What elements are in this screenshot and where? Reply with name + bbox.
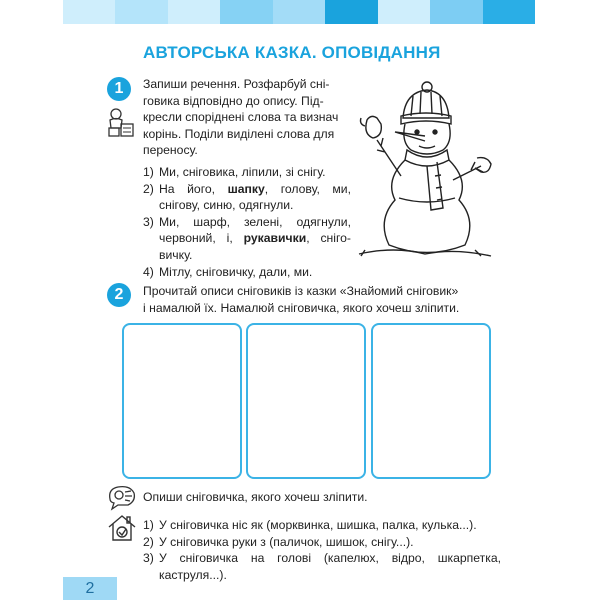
item-number: 2) — [143, 534, 154, 549]
item-text: У сніговичка на голові (капелюх, відро, шкарпетка, каструля...). — [159, 551, 501, 582]
item-number: 3) — [143, 214, 154, 229]
stripe-9 — [483, 0, 535, 24]
stripe-4 — [220, 0, 272, 24]
sentence-item — [143, 264, 351, 281]
task-1-number-badge: 1 — [107, 77, 131, 101]
item-number: 1) — [143, 518, 154, 532]
describe-item — [143, 517, 501, 534]
item-text: , голову, ми, снігову, синю, одягнули. — [159, 181, 351, 213]
item-number: 4) — [143, 264, 154, 279]
stripe-3 — [168, 0, 220, 24]
item-text: Ми, сніговика, ліпили, зі снігу. — [159, 165, 326, 179]
stripe-7 — [378, 0, 430, 24]
item-number: 1) — [143, 165, 154, 179]
sentence-item — [143, 214, 351, 264]
describe-list — [143, 517, 501, 583]
task-1-sentence-list — [143, 164, 351, 280]
stripe-1 — [63, 0, 115, 24]
item-bold-word: шапку — [227, 181, 265, 196]
describe-item — [143, 534, 501, 551]
task-2-line: Прочитай описи сніговиків із казки «Знайомий сніговик» — [143, 284, 459, 298]
page-title: АВТОРСЬКА КАЗКА. ОПОВІДАННЯ — [143, 43, 441, 62]
sentence-item — [143, 181, 351, 214]
item-number: 2) — [143, 181, 154, 196]
copy-task-icon — [106, 106, 136, 138]
task-2-instructions — [143, 283, 503, 316]
item-text: У сніговичка руки з (паличок, шишок, снігу...). — [159, 534, 414, 549]
task-1-line: корінь. Поділи виділені слова для — [143, 126, 335, 141]
page-number: 2 — [63, 577, 117, 600]
snowman-illustration — [355, 80, 495, 260]
task-1-line: переносу. — [143, 143, 198, 158]
task-2-number-badge: 2 — [107, 283, 131, 307]
stripe-6 — [325, 0, 377, 24]
item-number: 3) — [143, 551, 154, 566]
sentence-item — [143, 164, 351, 181]
drawing-box-3[interactable] — [371, 323, 491, 479]
item-bold-word: рукавички — [243, 231, 307, 246]
item-text: У сніговичка ніс як (морквинка, шишка, палка, кулька...). — [159, 518, 477, 532]
describe-item — [143, 550, 501, 583]
task-1-line: говика відповідно до опису. Під- — [143, 93, 324, 108]
drawing-box-1[interactable] — [122, 323, 242, 479]
task-1-line: кресли споріднені слова та визнач — [143, 110, 339, 125]
task-1-line: Запиши речення. Розфарбуй сні- — [143, 77, 330, 91]
stripe-2 — [115, 0, 167, 24]
homework-house-icon — [106, 513, 138, 543]
describe-instruction: Опиши сніговичка, якого хочеш зліпити. — [143, 490, 368, 504]
task-2-line: і намалюй їх. Намалюй сніговичка, якого хочеш зліпити. — [143, 300, 460, 315]
item-text: Мітлу, сніговичку, дали, ми. — [159, 264, 313, 279]
stripe-5 — [273, 0, 325, 24]
item-text: , сніго-вичку. — [159, 231, 351, 262]
stripe-8 — [430, 0, 482, 24]
item-text: На його, — [159, 181, 228, 196]
drawing-box-2[interactable] — [246, 323, 366, 479]
task-1-instructions — [143, 76, 357, 159]
item-text: Ми, шарф, зелені, одягнули, червоний, і, — [159, 214, 351, 246]
speaking-task-icon — [106, 483, 138, 511]
header-stripe — [63, 0, 535, 24]
